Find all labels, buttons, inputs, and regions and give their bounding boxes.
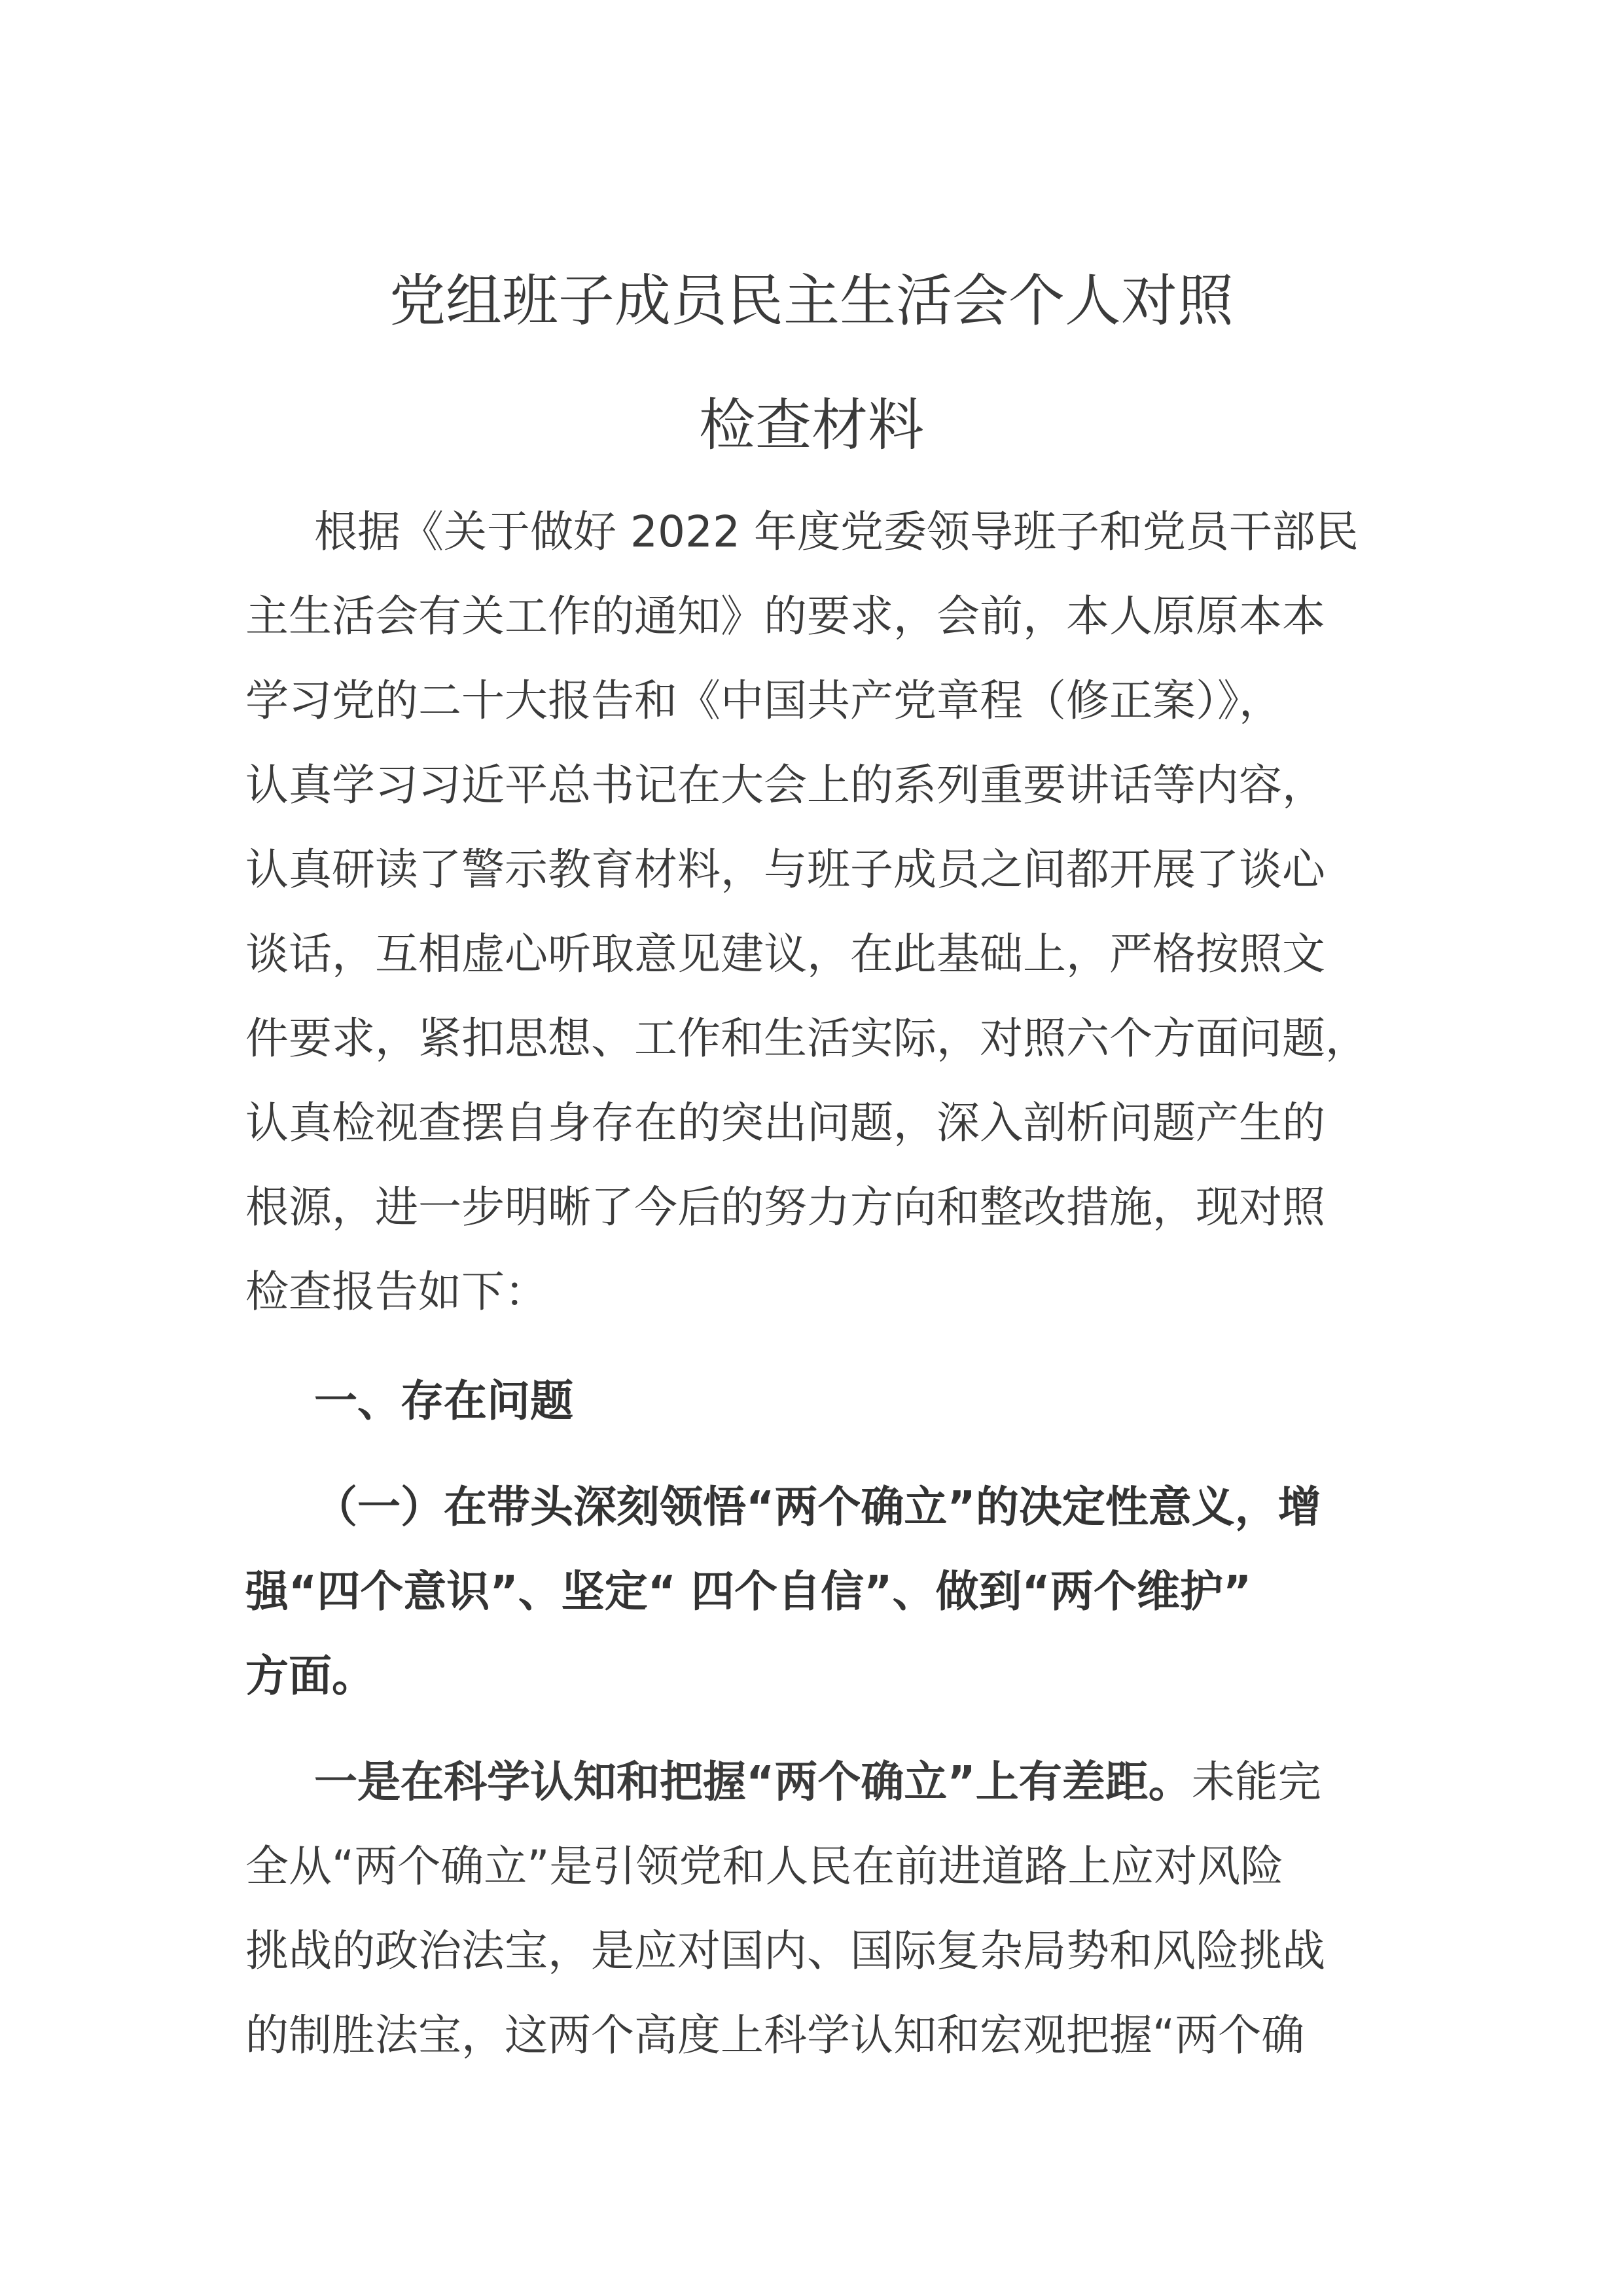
intro-line: 主生活会有关工作的通知》的要求，会前，本人原原本本 [245,591,1325,641]
document-title-line-1: 党组班子成员民主生活会个人对照 [389,268,1234,334]
subsection-heading-line: 强“四个意识”、坚定“ 四个自信”、做到“两个维护” [245,1566,1252,1617]
subsection-heading-line: （一）在带头深刻领悟“两个确立”的决定性意义，增 [314,1482,1321,1532]
point-one-line: 挑战的政治法宝，是应对国内、国际复杂局势和风险挑战 [245,1926,1325,1976]
intro-line: 件要求，紧扣思想、工作和生活实际，对照六个方面问题， [245,1013,1368,1064]
point-one-first-line [245,1740,1378,1824]
document-title-line-2: 检查材料 [699,393,924,458]
intro-line: 检查报告如下： [245,1266,548,1317]
intro-line: 认真学习习近平总书记在大会上的系列重要讲话等内容， [245,760,1325,810]
intro-line: 认真检视查摆自身存在的突出问题，深入剖析问题产生的 [245,1098,1325,1148]
point-one-line: 全从“两个确立”是引领党和人民在前进道路上应对风险 [245,1841,1284,1892]
section-heading [245,1359,1378,1443]
intro-paragraph [245,490,1378,1334]
subsection-heading-line: 方面。 [245,1651,375,1701]
point-one-lead: 一是在科学认知和把握“两个确立”上有差距。 [314,1757,1192,1807]
subsection-heading [245,1465,1378,1718]
intro-line: 学习党的二十大报告和《中国共产党章程（修正案）》， [245,675,1282,726]
point-one-lead-rest: 未能完 [1191,1757,1321,1807]
intro-line: 根据《关于做好 2022 年度党委领导班子和党员干部民 [314,507,1359,557]
point-one-paragraph [245,1740,1378,2077]
section-heading-text: 一、存在问题 [314,1376,573,1426]
point-one-line: 的制胜法宝，这两个高度上科学认知和宏观把握“两个确 [245,2010,1305,2060]
intro-line: 认真研读了警示教育材料，与班子成员之间都开展了谈心 [245,844,1325,895]
intro-line: 根源，进一步明晰了今后的努力方向和整改措施，现对照 [245,1182,1325,1232]
intro-line: 谈话，互相虚心听取意见建议，在此基础上，严格按照文 [245,929,1325,979]
